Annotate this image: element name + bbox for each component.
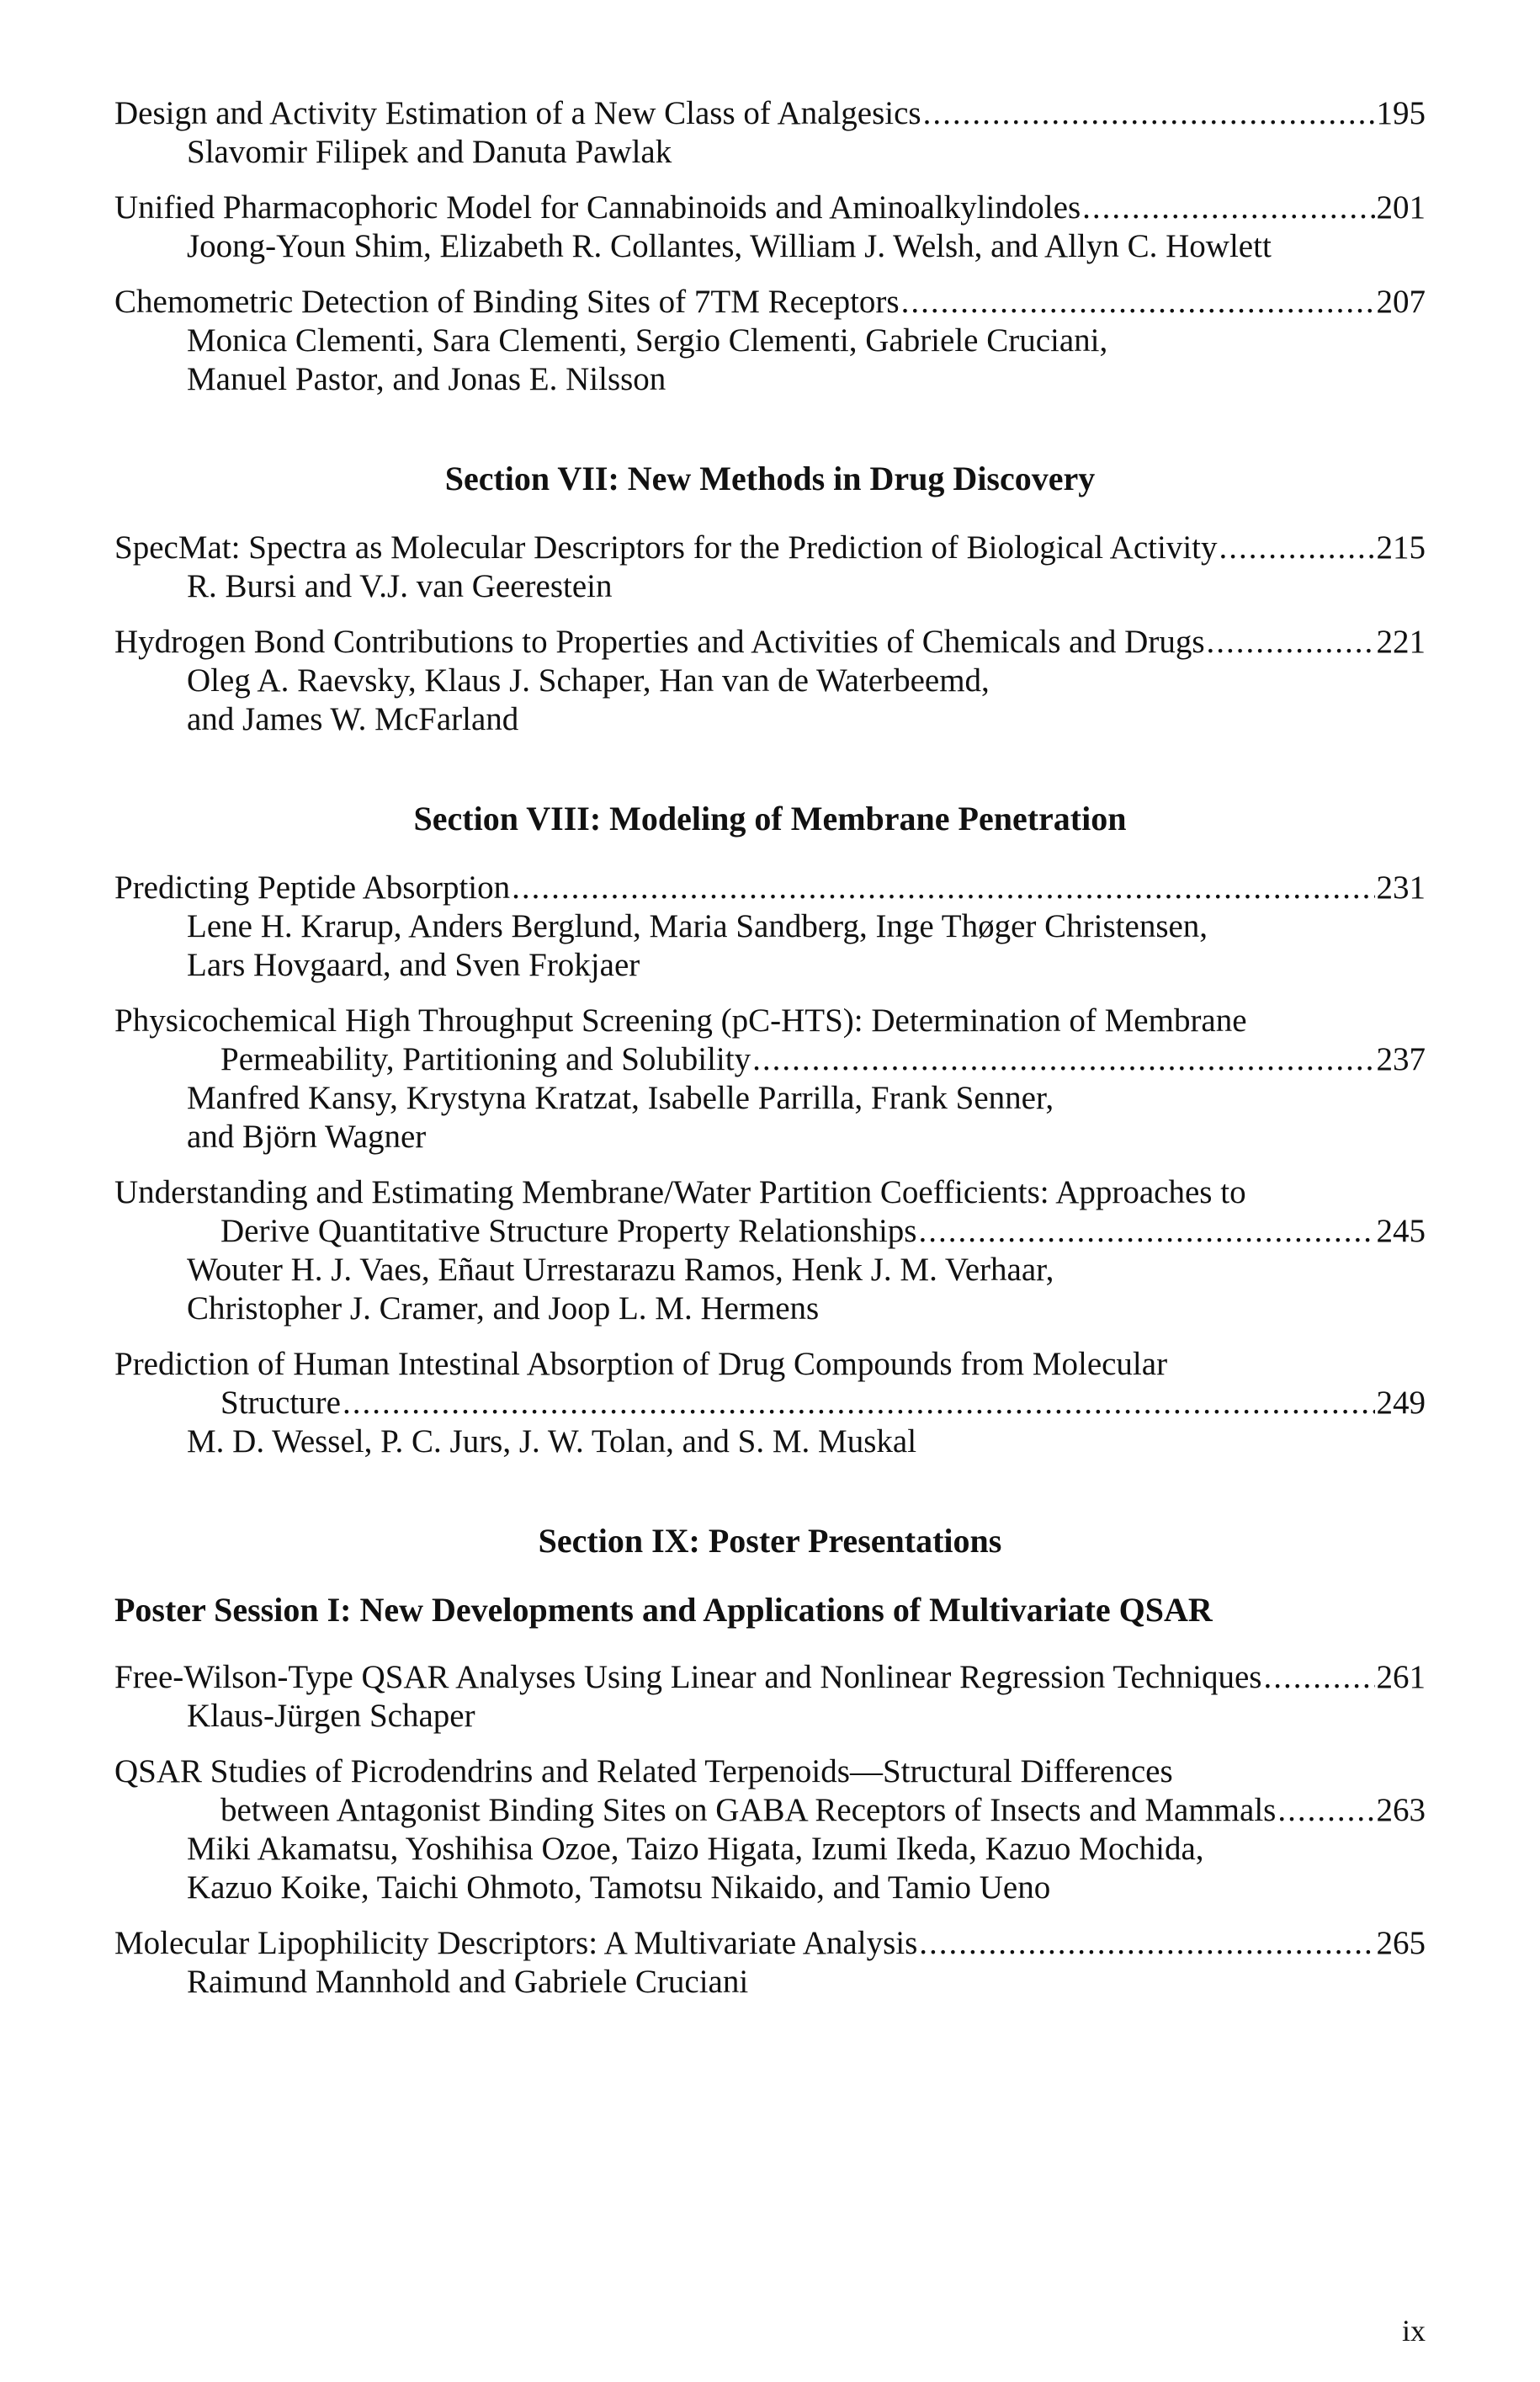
author-line: Kazuo Koike, Taichi Ohmoto, Tamotsu Nikaido, and Tamio Ueno: [187, 1869, 1051, 1906]
author-line: Lene H. Krarup, Anders Berglund, Maria Sandberg, Inge Thøger Christensen,: [187, 908, 1208, 944]
toc-entry[interactable]: [114, 94, 1426, 172]
author-line: Monica Clementi, Sara Clementi, Sergio Clementi, Gabriele Cruciani,: [187, 322, 1108, 359]
toc-entry[interactable]: [114, 1924, 1426, 2002]
entry-title-line: [114, 529, 1426, 567]
toc-entry[interactable]: [114, 623, 1426, 739]
author-line: Raimund Mannhold and Gabriele Cruciani: [187, 1964, 749, 2000]
author-line: Slavomir Filipek and Danuta Pawlak: [187, 134, 672, 170]
section-heading: Section VIII: Modeling of Membrane Penetration: [413, 800, 1127, 837]
author-line: Oleg A. Raevsky, Klaus J. Schaper, Han van de Waterbeemd,: [187, 662, 990, 699]
dot-leader: [923, 94, 1375, 133]
entry-title-line: [114, 189, 1426, 227]
toc-entry[interactable]: [114, 1345, 1426, 1461]
dot-leader: [1263, 1658, 1374, 1697]
author-line: Lars Hovgaard, and Sven Frokjaer: [187, 947, 640, 983]
entry-page-number: 207: [1376, 284, 1426, 320]
entry-title-line: [114, 1002, 1426, 1040]
toc-entry[interactable]: [114, 1658, 1426, 1736]
entry-title: Understanding and Estimating Membrane/Water Partition Coefficients: Approaches to: [114, 1174, 1246, 1210]
entry-title: Prediction of Human Intestinal Absorption of Drug Compounds from Molecular: [114, 1346, 1168, 1382]
dot-leader: [1277, 1791, 1374, 1830]
entry-title: Predicting Peptide Absorption: [114, 869, 511, 906]
entry-title: Hydrogen Bond Contributions to Properties and Activities of Chemicals and Drugs: [114, 624, 1205, 660]
entry-page-number: 249: [1376, 1385, 1426, 1421]
dot-leader: [901, 283, 1375, 322]
entry-authors: [114, 1830, 1426, 1907]
dot-leader: [1082, 189, 1374, 227]
toc-entry[interactable]: [114, 1173, 1426, 1328]
entry-title: Unified Pharmacophoric Model for Cannabinoids and Aminoalkylindoles: [114, 189, 1081, 226]
entry-authors: [114, 1697, 1426, 1736]
dot-leader: [918, 1212, 1374, 1251]
toc-entry[interactable]: [114, 1752, 1426, 1907]
dot-leader: [512, 869, 1374, 907]
dot-leader: [752, 1040, 1374, 1079]
entry-authors: [114, 322, 1426, 399]
entry-authors: [114, 1422, 1426, 1461]
section-heading: Section IX: Poster Presentations: [538, 1522, 1002, 1560]
toc-entry[interactable]: [114, 869, 1426, 985]
toc-entry[interactable]: [114, 529, 1426, 606]
entry-title-continued: between Antagonist Binding Sites on GABA Receptors of Insects and Mammals: [220, 1792, 1277, 1828]
page-number-footer: ix: [1401, 2314, 1426, 2347]
entry-title-line: [114, 1924, 1426, 1963]
author-line: Klaus-Jürgen Schaper: [187, 1698, 475, 1734]
entry-title: Design and Activity Estimation of a New Class of Analgesics: [114, 95, 921, 131]
entry-title: Free-Wilson-Type QSAR Analyses Using Linear and Nonlinear Regression Techniques: [114, 1659, 1262, 1695]
entry-authors: [114, 227, 1426, 266]
entry-page-number: 221: [1376, 624, 1426, 660]
entry-title-line: [114, 869, 1426, 907]
entry-page-number: 263: [1376, 1792, 1426, 1828]
toc-entry[interactable]: [114, 1002, 1426, 1156]
dot-leader: [343, 1384, 1375, 1422]
entry-authors: [114, 1079, 1426, 1156]
entry-title-line: [114, 1384, 1426, 1422]
entry-page-number: 237: [1376, 1041, 1426, 1077]
author-line: Manfred Kansy, Krystyna Kratzat, Isabelle Parrilla, Frank Senner,: [187, 1080, 1054, 1116]
subsection-heading: Poster Session I: New Developments and Applications of Multivariate QSAR: [114, 1591, 1213, 1629]
entry-title-line: [114, 1040, 1426, 1079]
entry-title-line: [114, 1791, 1426, 1830]
entry-page-number: 195: [1376, 95, 1426, 131]
entry-title-line: [114, 94, 1426, 133]
entry-title-line: [114, 1173, 1426, 1212]
author-line: M. D. Wessel, P. C. Jurs, J. W. Tolan, and S. M. Muskal: [187, 1423, 917, 1460]
entry-authors: [114, 907, 1426, 985]
entry-title: SpecMat: Spectra as Molecular Descriptors for the Prediction of Biological Activity: [114, 529, 1218, 566]
entry-title: Physicochemical High Throughput Screening (pC-HTS): Determination of Membrane: [114, 1002, 1247, 1039]
entry-title-continued: Permeability, Partitioning and Solubility: [220, 1041, 751, 1077]
author-line: Miki Akamatsu, Yoshihisa Ozoe, Taizo Higata, Izumi Ikeda, Kazuo Mochida,: [187, 1831, 1204, 1867]
entry-authors: [114, 1963, 1426, 2002]
entry-page-number: 261: [1376, 1659, 1426, 1695]
entry-authors: [114, 567, 1426, 606]
author-line: Wouter H. J. Vaes, Eñaut Urrestarazu Ramos, Henk J. M. Verhaar,: [187, 1252, 1054, 1288]
entry-page-number: 231: [1376, 869, 1426, 906]
entry-title-continued: Structure: [220, 1385, 341, 1421]
entry-page-number: 265: [1376, 1925, 1426, 1961]
entry-authors: [114, 133, 1426, 172]
entry-title: QSAR Studies of Picrodendrins and Related Terpenoids—Structural Differences: [114, 1753, 1173, 1789]
entry-page-number: 201: [1376, 189, 1426, 226]
author-line: R. Bursi and V.J. van Geerestein: [187, 568, 613, 604]
author-line: and James W. McFarland: [187, 701, 519, 737]
entry-title-line: [114, 1345, 1426, 1384]
toc-entry[interactable]: [114, 189, 1426, 266]
entry-page-number: 245: [1376, 1213, 1426, 1249]
toc-entry[interactable]: [114, 283, 1426, 399]
table-of-contents: [114, 94, 1426, 2018]
entry-title-line: [114, 1212, 1426, 1251]
author-line: Joong-Youn Shim, Elizabeth R. Collantes, William J. Welsh, and Allyn C. Howlett: [187, 228, 1272, 264]
author-line: Manuel Pastor, and Jonas E. Nilsson: [187, 361, 666, 397]
entry-title-continued: Derive Quantitative Structure Property Relationships: [220, 1213, 917, 1249]
entry-title-line: [114, 1752, 1426, 1791]
entry-title-line: [114, 283, 1426, 322]
dot-leader: [1207, 623, 1375, 662]
entry-authors: [114, 1251, 1426, 1328]
entry-page-number: 215: [1376, 529, 1426, 566]
entry-title: Chemometric Detection of Binding Sites of 7TM Receptors: [114, 284, 900, 320]
author-line: and Björn Wagner: [187, 1119, 427, 1155]
author-line: Christopher J. Cramer, and Joop L. M. Hermens: [187, 1290, 820, 1327]
section-heading: Section VII: New Methods in Drug Discovery: [444, 460, 1096, 497]
entry-title-line: [114, 1658, 1426, 1697]
dot-leader: [1219, 529, 1375, 567]
entry-title-line: [114, 623, 1426, 662]
entry-authors: [114, 662, 1426, 739]
entry-title: Molecular Lipophilicity Descriptors: A Multivariate Analysis: [114, 1925, 918, 1961]
dot-leader: [919, 1924, 1374, 1963]
